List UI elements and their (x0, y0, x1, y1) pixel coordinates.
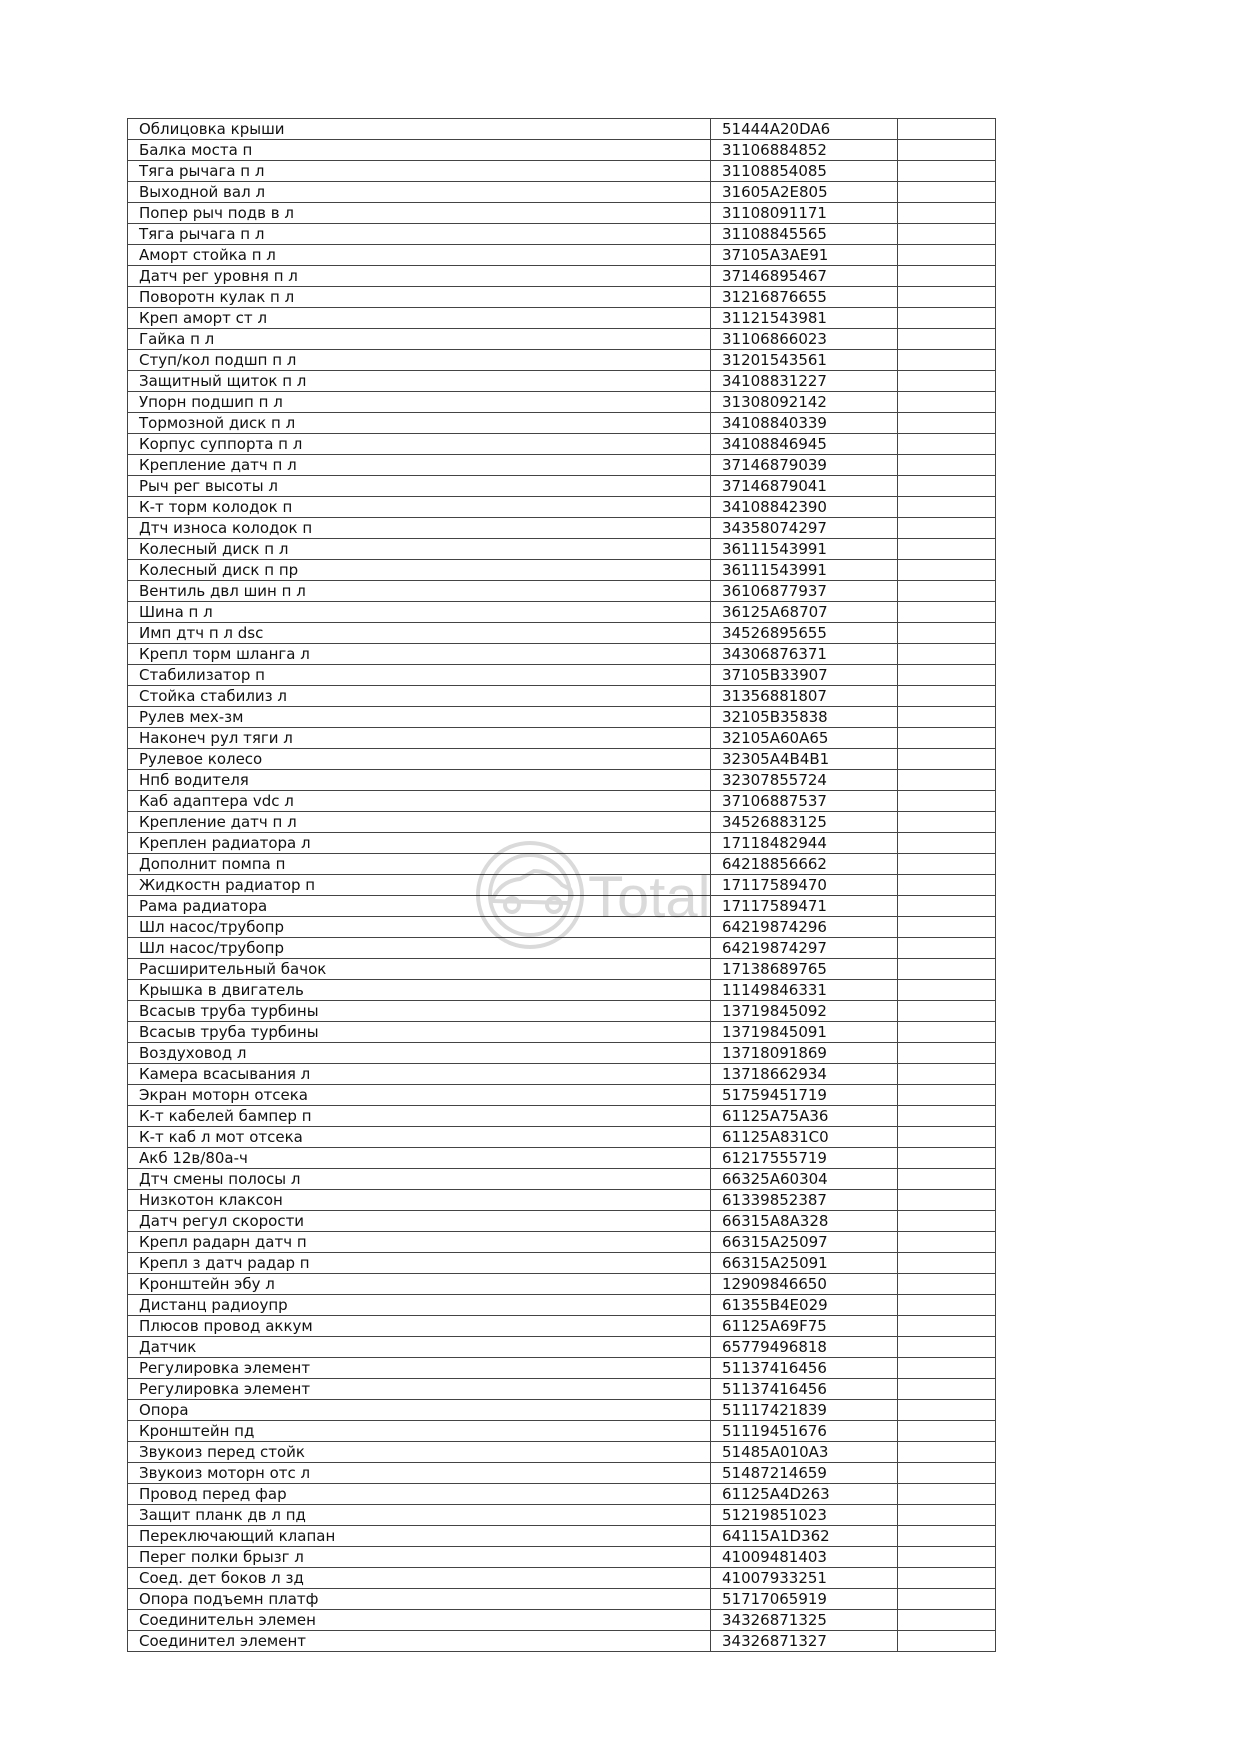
empty-cell (898, 1253, 996, 1274)
empty-cell (898, 1484, 996, 1505)
table-row (128, 1001, 996, 1022)
part-name-cell: Рулев мех-зм (128, 707, 711, 728)
part-code-cell: 51137416456 (711, 1358, 898, 1379)
part-name-cell: Гайка п л (128, 329, 711, 350)
empty-cell (898, 1211, 996, 1232)
part-name-cell: Акб 12в/80а-ч (128, 1148, 711, 1169)
part-code-cell: 34326871327 (711, 1631, 898, 1652)
part-name-cell: Шл насос/трубопр (128, 938, 711, 959)
part-name-cell: Всасыв труба турбины (128, 1001, 711, 1022)
empty-cell (898, 980, 996, 1001)
parts-table-body (128, 119, 996, 1652)
part-name-cell: К-т кабелей бампер п (128, 1106, 711, 1127)
table-row (128, 1442, 996, 1463)
part-name-cell: Упорн подшип п л (128, 392, 711, 413)
table-row (128, 539, 996, 560)
empty-cell (898, 581, 996, 602)
part-code-cell: 34526883125 (711, 812, 898, 833)
part-code-cell: 51117421839 (711, 1400, 898, 1421)
table-row (128, 371, 996, 392)
empty-cell (898, 1379, 996, 1400)
empty-cell (898, 1505, 996, 1526)
part-code-cell: 37105A3AE91 (711, 245, 898, 266)
table-row (128, 1253, 996, 1274)
part-name-cell: Дтч смены полосы л (128, 1169, 711, 1190)
part-code-cell: 31108845565 (711, 224, 898, 245)
part-name-cell: Выходной вал л (128, 182, 711, 203)
part-code-cell: 61355B4E029 (711, 1295, 898, 1316)
empty-cell (898, 1421, 996, 1442)
empty-cell (898, 1337, 996, 1358)
table-row (128, 812, 996, 833)
part-code-cell: 34358074297 (711, 518, 898, 539)
empty-cell (898, 1568, 996, 1589)
part-code-cell: 12909846650 (711, 1274, 898, 1295)
part-code-cell: 61125A75A36 (711, 1106, 898, 1127)
part-name-cell: Опора (128, 1400, 711, 1421)
part-name-cell: Попер рыч подв в л (128, 203, 711, 224)
part-name-cell: Расширительный бачок (128, 959, 711, 980)
part-code-cell: 61339852387 (711, 1190, 898, 1211)
part-code-cell: 37106887537 (711, 791, 898, 812)
part-code-cell: 66315A25091 (711, 1253, 898, 1274)
part-code-cell: 17117589471 (711, 896, 898, 917)
table-row (128, 917, 996, 938)
table-row (128, 854, 996, 875)
part-name-cell: Провод перед фар (128, 1484, 711, 1505)
table-row (128, 1022, 996, 1043)
table-row (128, 644, 996, 665)
empty-cell (898, 434, 996, 455)
table-row (128, 623, 996, 644)
part-name-cell: Корпус суппорта п л (128, 434, 711, 455)
part-code-cell: 32307855724 (711, 770, 898, 791)
empty-cell (898, 203, 996, 224)
part-code-cell: 34108831227 (711, 371, 898, 392)
part-name-cell: Поворотн кулак п л (128, 287, 711, 308)
part-code-cell: 32305A4B4B1 (711, 749, 898, 770)
part-code-cell: 51487214659 (711, 1463, 898, 1484)
part-code-cell: 37146895467 (711, 266, 898, 287)
parts-table (127, 118, 996, 1652)
table-row (128, 1421, 996, 1442)
empty-cell (898, 1610, 996, 1631)
table-row (128, 749, 996, 770)
part-code-cell: 64218856662 (711, 854, 898, 875)
watermark-text: Total (588, 865, 711, 930)
empty-cell (898, 350, 996, 371)
part-name-cell: Соединительн элемен (128, 1610, 711, 1631)
part-name-cell: Колесный диск п л (128, 539, 711, 560)
empty-cell (898, 665, 996, 686)
table-row (128, 791, 996, 812)
empty-cell (898, 119, 996, 140)
table-row (128, 875, 996, 896)
part-name-cell: Перег полки брызг л (128, 1547, 711, 1568)
empty-cell (898, 140, 996, 161)
part-code-cell: 32105B35838 (711, 707, 898, 728)
part-name-cell: Крепл з датч радар п (128, 1253, 711, 1274)
part-name-cell: Датч рег уровня п л (128, 266, 711, 287)
empty-cell (898, 1463, 996, 1484)
part-name-cell: Защитный щиток п л (128, 371, 711, 392)
part-code-cell: 17118482944 (711, 833, 898, 854)
empty-cell (898, 476, 996, 497)
table-row (128, 266, 996, 287)
table-row (128, 833, 996, 854)
empty-cell (898, 623, 996, 644)
part-code-cell: 36111543991 (711, 560, 898, 581)
part-name-cell: Дополнит помпа п (128, 854, 711, 875)
part-code-cell: 36125A68707 (711, 602, 898, 623)
part-code-cell: 31121543981 (711, 308, 898, 329)
part-code-cell: 13719845092 (711, 1001, 898, 1022)
part-code-cell: 37105B33907 (711, 665, 898, 686)
table-row (128, 1064, 996, 1085)
part-code-cell: 34306876371 (711, 644, 898, 665)
empty-cell (898, 1631, 996, 1652)
part-code-cell: 64219874297 (711, 938, 898, 959)
part-name-cell: Крепление датч п л (128, 812, 711, 833)
part-name-cell: Камера всасывания л (128, 1064, 711, 1085)
part-name-cell: Наконеч рул тяги л (128, 728, 711, 749)
table-row (128, 665, 996, 686)
part-name-cell: Креп аморт ст л (128, 308, 711, 329)
part-name-cell: Переключающий клапан (128, 1526, 711, 1547)
empty-cell (898, 728, 996, 749)
part-name-cell: Аморт стойка п л (128, 245, 711, 266)
empty-cell (898, 896, 996, 917)
part-code-cell: 61125A4D263 (711, 1484, 898, 1505)
empty-cell (898, 644, 996, 665)
part-name-cell: Регулировка элемент (128, 1379, 711, 1400)
part-code-cell: 65779496818 (711, 1337, 898, 1358)
empty-cell (898, 770, 996, 791)
table-row (128, 1505, 996, 1526)
empty-cell (898, 1526, 996, 1547)
table-row (128, 350, 996, 371)
part-name-cell: Звукоиз моторн отс л (128, 1463, 711, 1484)
empty-cell (898, 560, 996, 581)
part-name-cell: Кронштейн эбу л (128, 1274, 711, 1295)
part-name-cell: Экран моторн отсека (128, 1085, 711, 1106)
table-row (128, 686, 996, 707)
empty-cell (898, 791, 996, 812)
table-row (128, 308, 996, 329)
empty-cell (898, 1085, 996, 1106)
empty-cell (898, 455, 996, 476)
part-code-cell: 31108091171 (711, 203, 898, 224)
part-name-cell: Имп дтч п л dsc (128, 623, 711, 644)
part-name-cell: Соединител элемент (128, 1631, 711, 1652)
part-name-cell: Креплен радиатора л (128, 833, 711, 854)
part-name-cell: Дистанц радиоупр (128, 1295, 711, 1316)
part-code-cell: 41009481403 (711, 1547, 898, 1568)
part-code-cell: 34526895655 (711, 623, 898, 644)
table-row (128, 1358, 996, 1379)
table-row (128, 896, 996, 917)
empty-cell (898, 602, 996, 623)
empty-cell (898, 1043, 996, 1064)
table-row (128, 1274, 996, 1295)
part-code-cell: 13718662934 (711, 1064, 898, 1085)
empty-cell (898, 1274, 996, 1295)
part-code-cell: 61125A831C0 (711, 1127, 898, 1148)
empty-cell (898, 1589, 996, 1610)
table-row (128, 980, 996, 1001)
part-code-cell: 36106877937 (711, 581, 898, 602)
part-code-cell: 51444A20DA6 (711, 119, 898, 140)
part-name-cell: Воздуховод л (128, 1043, 711, 1064)
part-code-cell: 51119451676 (711, 1421, 898, 1442)
table-row (128, 1043, 996, 1064)
table-row (128, 140, 996, 161)
part-name-cell: Крепление датч п л (128, 455, 711, 476)
table-row (128, 119, 996, 140)
part-code-cell: 37146879041 (711, 476, 898, 497)
part-name-cell: Жидкостн радиатор п (128, 875, 711, 896)
table-row (128, 1295, 996, 1316)
table-row (128, 1589, 996, 1610)
part-name-cell: Плюсов провод аккум (128, 1316, 711, 1337)
part-code-cell: 66325A60304 (711, 1169, 898, 1190)
part-name-cell: Тяга рычага п л (128, 161, 711, 182)
empty-cell (898, 749, 996, 770)
empty-cell (898, 812, 996, 833)
empty-cell (898, 161, 996, 182)
table-row (128, 203, 996, 224)
part-name-cell: Соед. дет боков л зд (128, 1568, 711, 1589)
empty-cell (898, 1001, 996, 1022)
table-row (128, 476, 996, 497)
part-name-cell: Колесный диск п пр (128, 560, 711, 581)
part-name-cell: Стойка стабилиз л (128, 686, 711, 707)
part-code-cell: 36111543991 (711, 539, 898, 560)
empty-cell (898, 539, 996, 560)
part-name-cell: Защит планк дв л пд (128, 1505, 711, 1526)
part-code-cell: 31605A2E805 (711, 182, 898, 203)
part-name-cell: Каб адаптера vdc л (128, 791, 711, 812)
part-name-cell: Балка моста п (128, 140, 711, 161)
part-code-cell: 51759451719 (711, 1085, 898, 1106)
table-row (128, 938, 996, 959)
empty-cell (898, 707, 996, 728)
part-code-cell: 13718091869 (711, 1043, 898, 1064)
table-row (128, 1610, 996, 1631)
part-name-cell: Рулевое колесо (128, 749, 711, 770)
part-name-cell: Датч регул скорости (128, 1211, 711, 1232)
part-code-cell: 31308092142 (711, 392, 898, 413)
empty-cell (898, 497, 996, 518)
part-name-cell: Дтч износа колодок п (128, 518, 711, 539)
table-row (128, 413, 996, 434)
part-code-cell: 17138689765 (711, 959, 898, 980)
part-name-cell: К-т каб л мот отсека (128, 1127, 711, 1148)
table-row (128, 707, 996, 728)
table-row (128, 1106, 996, 1127)
table-row (128, 560, 996, 581)
empty-cell (898, 1316, 996, 1337)
empty-cell (898, 1442, 996, 1463)
part-name-cell: Рыч рег высоты л (128, 476, 711, 497)
table-row (128, 497, 996, 518)
part-code-cell: 64219874296 (711, 917, 898, 938)
part-code-cell: 11149846331 (711, 980, 898, 1001)
part-name-cell: Тяга рычага п л (128, 224, 711, 245)
part-name-cell: Нпб водителя (128, 770, 711, 791)
table-row (128, 770, 996, 791)
table-row (128, 959, 996, 980)
table-row (128, 1337, 996, 1358)
table-row (128, 392, 996, 413)
part-name-cell: Вентиль двл шин п л (128, 581, 711, 602)
part-name-cell: Крышка в двигатель (128, 980, 711, 1001)
empty-cell (898, 1400, 996, 1421)
table-row (128, 1379, 996, 1400)
empty-cell (898, 224, 996, 245)
part-name-cell: Крепл радарн датч п (128, 1232, 711, 1253)
part-name-cell: Датчик (128, 1337, 711, 1358)
empty-cell (898, 917, 996, 938)
empty-cell (898, 1148, 996, 1169)
empty-cell (898, 329, 996, 350)
part-code-cell: 13719845091 (711, 1022, 898, 1043)
table-row (128, 182, 996, 203)
part-name-cell: Крепл торм шланга л (128, 644, 711, 665)
table-row (128, 1631, 996, 1652)
table-row (128, 1463, 996, 1484)
part-code-cell: 66315A25097 (711, 1232, 898, 1253)
part-code-cell: 51717065919 (711, 1589, 898, 1610)
table-row (128, 1547, 996, 1568)
part-code-cell: 31106884852 (711, 140, 898, 161)
empty-cell (898, 245, 996, 266)
part-name-cell: Кронштейн пд (128, 1421, 711, 1442)
table-row (128, 602, 996, 623)
part-name-cell: Облицовка крыши (128, 119, 711, 140)
table-row (128, 455, 996, 476)
empty-cell (898, 287, 996, 308)
table-row (128, 1127, 996, 1148)
part-code-cell: 31216876655 (711, 287, 898, 308)
part-name-cell: Шина п л (128, 602, 711, 623)
table-row (128, 581, 996, 602)
part-code-cell: 34108846945 (711, 434, 898, 455)
table-row (128, 1568, 996, 1589)
part-code-cell: 64115A1D362 (711, 1526, 898, 1547)
empty-cell (898, 1358, 996, 1379)
empty-cell (898, 686, 996, 707)
part-code-cell: 34108842390 (711, 497, 898, 518)
table-row (128, 728, 996, 749)
part-code-cell: 41007933251 (711, 1568, 898, 1589)
part-name-cell: Шл насос/трубопр (128, 917, 711, 938)
part-name-cell: Низкотон клаксон (128, 1190, 711, 1211)
part-code-cell: 31356881807 (711, 686, 898, 707)
table-row (128, 1316, 996, 1337)
part-name-cell: К-т торм колодок п (128, 497, 711, 518)
table-row (128, 287, 996, 308)
empty-cell (898, 1064, 996, 1085)
part-code-cell: 31201543561 (711, 350, 898, 371)
empty-cell (898, 392, 996, 413)
empty-cell (898, 938, 996, 959)
part-name-cell: Рама радиатора (128, 896, 711, 917)
part-name-cell: Стабилизатор п (128, 665, 711, 686)
table-row (128, 518, 996, 539)
part-code-cell: 31106866023 (711, 329, 898, 350)
empty-cell (898, 1295, 996, 1316)
table-row (128, 1085, 996, 1106)
empty-cell (898, 959, 996, 980)
part-code-cell: 17117589470 (711, 875, 898, 896)
empty-cell (898, 1547, 996, 1568)
table-row (128, 161, 996, 182)
table-row (128, 1190, 996, 1211)
part-name-cell: Звукоиз перед стойк (128, 1442, 711, 1463)
table-row (128, 1148, 996, 1169)
empty-cell (898, 1232, 996, 1253)
empty-cell (898, 1190, 996, 1211)
part-name-cell: Тормозной диск п л (128, 413, 711, 434)
part-code-cell: 32105A60A65 (711, 728, 898, 749)
table-row (128, 329, 996, 350)
part-code-cell: 61217555719 (711, 1148, 898, 1169)
table-row (128, 245, 996, 266)
empty-cell (898, 1022, 996, 1043)
empty-cell (898, 1127, 996, 1148)
empty-cell (898, 518, 996, 539)
empty-cell (898, 308, 996, 329)
part-name-cell: Опора подъемн платф (128, 1589, 711, 1610)
empty-cell (898, 854, 996, 875)
table-row (128, 1232, 996, 1253)
part-code-cell: 34108840339 (711, 413, 898, 434)
part-code-cell: 34326871325 (711, 1610, 898, 1631)
part-name-cell: Регулировка элемент (128, 1358, 711, 1379)
empty-cell (898, 371, 996, 392)
empty-cell (898, 1169, 996, 1190)
table-row (128, 1484, 996, 1505)
empty-cell (898, 875, 996, 896)
empty-cell (898, 266, 996, 287)
empty-cell (898, 413, 996, 434)
table-row (128, 1526, 996, 1547)
part-code-cell: 66315A8A328 (711, 1211, 898, 1232)
part-name-cell: Ступ/кол подшп п л (128, 350, 711, 371)
part-name-cell: Всасыв труба турбины (128, 1022, 711, 1043)
table-row (128, 1169, 996, 1190)
empty-cell (898, 833, 996, 854)
part-code-cell: 31108854085 (711, 161, 898, 182)
part-code-cell: 51485A010A3 (711, 1442, 898, 1463)
part-code-cell: 51137416456 (711, 1379, 898, 1400)
table-row (128, 224, 996, 245)
table-row (128, 1211, 996, 1232)
table-row (128, 1400, 996, 1421)
empty-cell (898, 182, 996, 203)
part-code-cell: 51219851023 (711, 1505, 898, 1526)
part-code-cell: 37146879039 (711, 455, 898, 476)
part-code-cell: 61125A69F75 (711, 1316, 898, 1337)
table-row (128, 434, 996, 455)
empty-cell (898, 1106, 996, 1127)
